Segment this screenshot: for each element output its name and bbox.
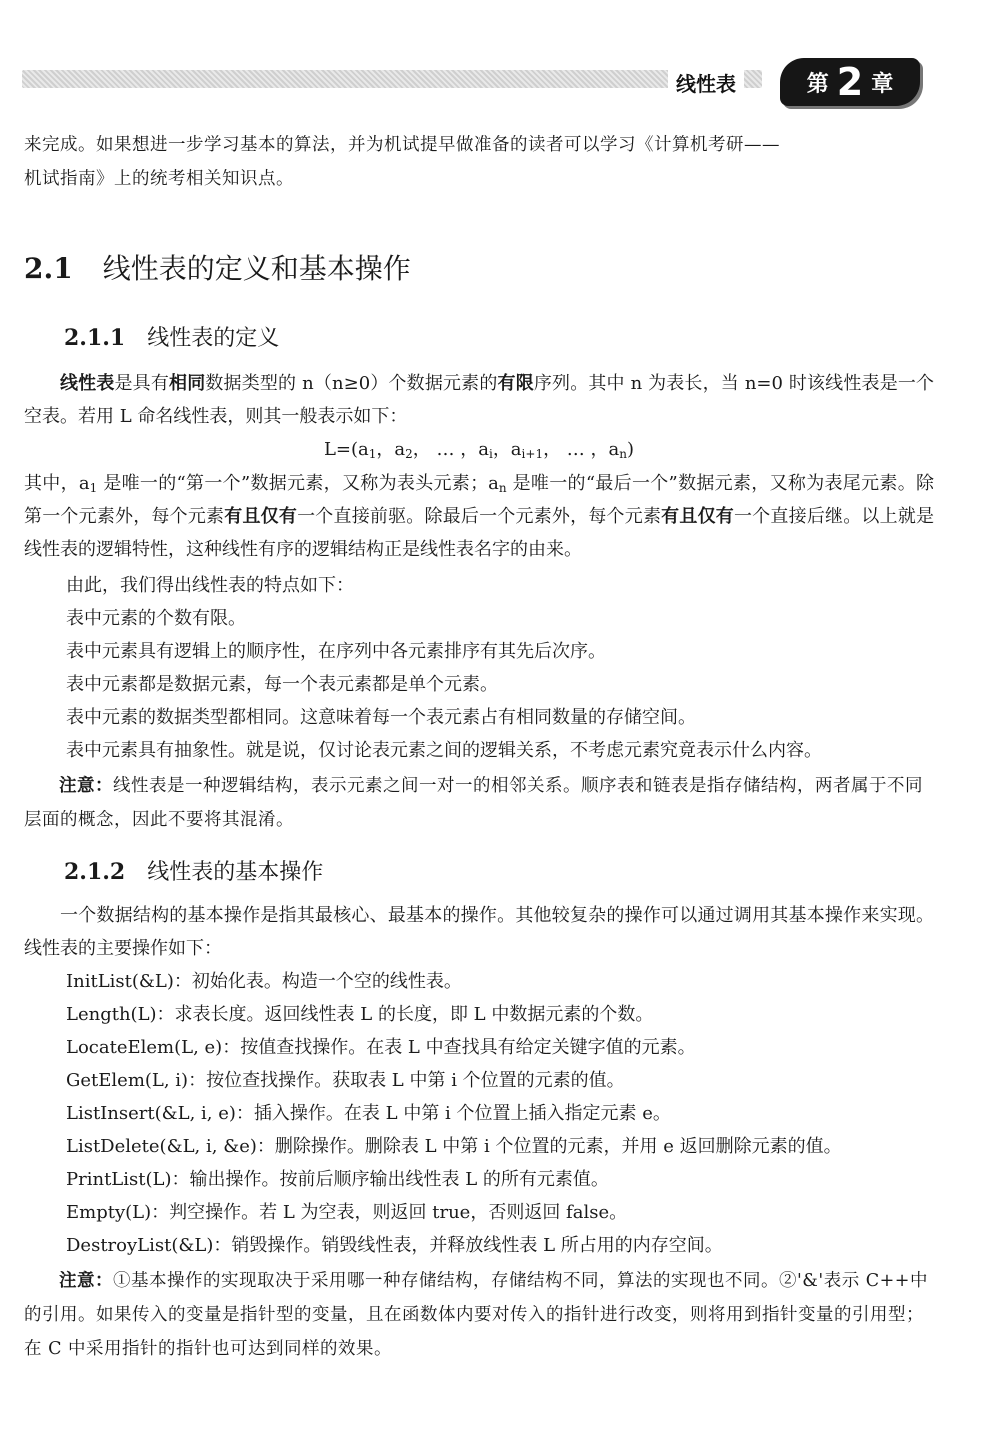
formula-part: ， … ，a xyxy=(543,439,620,460)
subsection-title: 线性表的定义 xyxy=(147,326,280,351)
subsection-heading-2-1-1 xyxy=(24,321,934,356)
operation-item: InitList(&L)：初始化表。构造一个空的线性表。 xyxy=(66,971,462,992)
linear-list-formula xyxy=(24,433,934,467)
operation-item: LocateElem(L, e)：按值查找操作。在表 L 中查找具有给定关键字值的元素。 xyxy=(66,1037,696,1058)
chapter-prefix: 第 xyxy=(806,71,829,97)
operation-item: Empty(L)：判空操作。若 L 为空表，则返回 true，否则返回 false。 xyxy=(66,1202,628,1223)
formula-subscript: n xyxy=(619,447,627,461)
feature-item: 表中元素具有抽象性。就是说，仅讨论表元素之间的逻辑关系，不考虑元素究竟表示什么内容。 xyxy=(66,740,822,761)
subsection-number: 2.1.1 xyxy=(64,325,126,351)
features-lead: 由此，我们得出线性表的特点如下： xyxy=(66,575,354,596)
note-2 xyxy=(24,1264,934,1366)
operation-item: Length(L)：求表长度。返回线性表 L 的长度，即 L 中数据元素的个数。 xyxy=(66,1004,654,1025)
text-run: 其中，a xyxy=(24,473,90,494)
keyword: 有且仅有 xyxy=(224,506,298,527)
formula-part: ， … ，a xyxy=(412,439,489,460)
section-heading xyxy=(24,249,934,289)
text-run: 序列。其中 n 为表长，当 n=0 时该线性表是一个空表。若用 L 命名线性表，则其一般表示如下： xyxy=(24,373,935,427)
subscript: 1 xyxy=(89,481,98,495)
formula-part: ) xyxy=(627,439,635,460)
formula-part: ，a xyxy=(492,439,522,460)
section-number: 2.1 xyxy=(24,252,73,285)
running-header-title: 线性表 xyxy=(668,68,744,97)
text-run: 一个直接前驱。除最后一个元素外，每个元素 xyxy=(297,506,662,527)
formula-subscript: 2 xyxy=(405,447,413,461)
note-label: 注意： xyxy=(59,1271,113,1291)
subscript: n xyxy=(498,481,507,495)
chapter-badge xyxy=(780,58,920,106)
text-run: 是唯一的“第一个”数据元素，又称为表头元素；a xyxy=(97,473,499,494)
chapter-suffix: 章 xyxy=(871,71,894,97)
note-text: ①基本操作的实现取决于采用哪一种存储结构，存储结构不同，算法的实现也不同。②'&'表示 C++中的引用。如果传入的变量是指针型的变量，且在函数体内要对传入的指针进行改变，则将用到指针变量的引用型；在 C 中采用指针的指针也可达到同样的效果。 xyxy=(24,1271,928,1359)
page-body xyxy=(24,128,934,1366)
feature-item: 表中元素具有逻辑上的顺序性，在序列中各元素排序有其先后次序。 xyxy=(66,641,606,662)
formula-subscript: 1 xyxy=(368,447,377,461)
chapter-number: 2 xyxy=(836,60,864,104)
feature-item: 表中元素的个数有限。 xyxy=(66,608,246,629)
section-title: 线性表的定义和基本操作 xyxy=(102,252,411,285)
header-decorative-band xyxy=(22,70,762,88)
operation-item: DestroyList(&L)：销毁操作。销毁线性表，并释放线性表 L 所占用的内存空间。 xyxy=(66,1235,723,1256)
text-run: 一个直接后继。以上就是线性表的逻辑特性，这种线性有序的逻辑结构正是线性表名字的由来。 xyxy=(24,506,935,560)
formula-subscript: i xyxy=(488,447,493,461)
formula-part: ，a xyxy=(376,439,406,460)
note-label: 注意： xyxy=(59,776,113,796)
keyword: 有限 xyxy=(497,373,534,394)
formula-subscript: i+1 xyxy=(521,447,544,461)
page-header xyxy=(0,0,1000,120)
subsection-heading-2-1-2 xyxy=(24,855,934,890)
keyword: 相同 xyxy=(169,373,206,394)
intro-line-1: 来完成。如果想进一步学习基本的算法，并为机试提早做准备的读者可以学习《计算机考研—— xyxy=(24,135,780,155)
operation-item: ListDelete(&L, i, &e)：删除操作。删除表 L 中第 i 个位置的元素，并用 e 返回删除元素的值。 xyxy=(66,1136,842,1157)
text-run: 是唯一的“最后一个”数据元素，又称为表尾元素。除第一个元素外，每个元素 xyxy=(24,473,935,527)
formula-part: L=(a xyxy=(323,439,369,460)
note-text: 线性表是一种逻辑结构，表示元素之间一对一的相邻关系。顺序表和链表是指存储结构，两者属于不同层面的概念，因此不要将其混淆。 xyxy=(24,776,923,830)
operations-intro: 一个数据结构的基本操作是指其最核心、最基本的操作。其他较复杂的操作可以通过调用其基本操作来实现。线性表的主要操作如下： xyxy=(24,905,934,959)
intro-line-2: 机试指南》上的统考相关知识点。 xyxy=(24,169,294,189)
definition-paragraph xyxy=(24,367,934,433)
feature-item: 表中元素的数据类型都相同。这意味着每一个表元素占有相同数量的存储空间。 xyxy=(66,707,696,728)
text-run: 数据类型的 n（n≥0）个数据元素的 xyxy=(205,373,498,394)
operation-item: PrintList(L)：输出操作。按前后顺序输出线性表 L 的所有元素值。 xyxy=(66,1169,609,1190)
subsection-number: 2.1.2 xyxy=(64,859,126,885)
text-run: 是具有 xyxy=(114,373,170,394)
feature-item: 表中元素都是数据元素，每一个表元素都是单个元素。 xyxy=(66,674,498,695)
operation-item: ListInsert(&L, i, e)：插入操作。在表 L 中第 i 个位置上插入指定元素 e。 xyxy=(66,1103,671,1124)
note-1 xyxy=(24,769,934,837)
subsection-title: 线性表的基本操作 xyxy=(147,860,324,885)
operation-item: GetElem(L, i)：按位查找操作。获取表 L 中第 i 个位置的元素的值。 xyxy=(66,1070,625,1091)
keyword: 有且仅有 xyxy=(661,506,734,527)
keyword: 线性表 xyxy=(60,373,115,394)
explanation-paragraph xyxy=(24,467,934,566)
